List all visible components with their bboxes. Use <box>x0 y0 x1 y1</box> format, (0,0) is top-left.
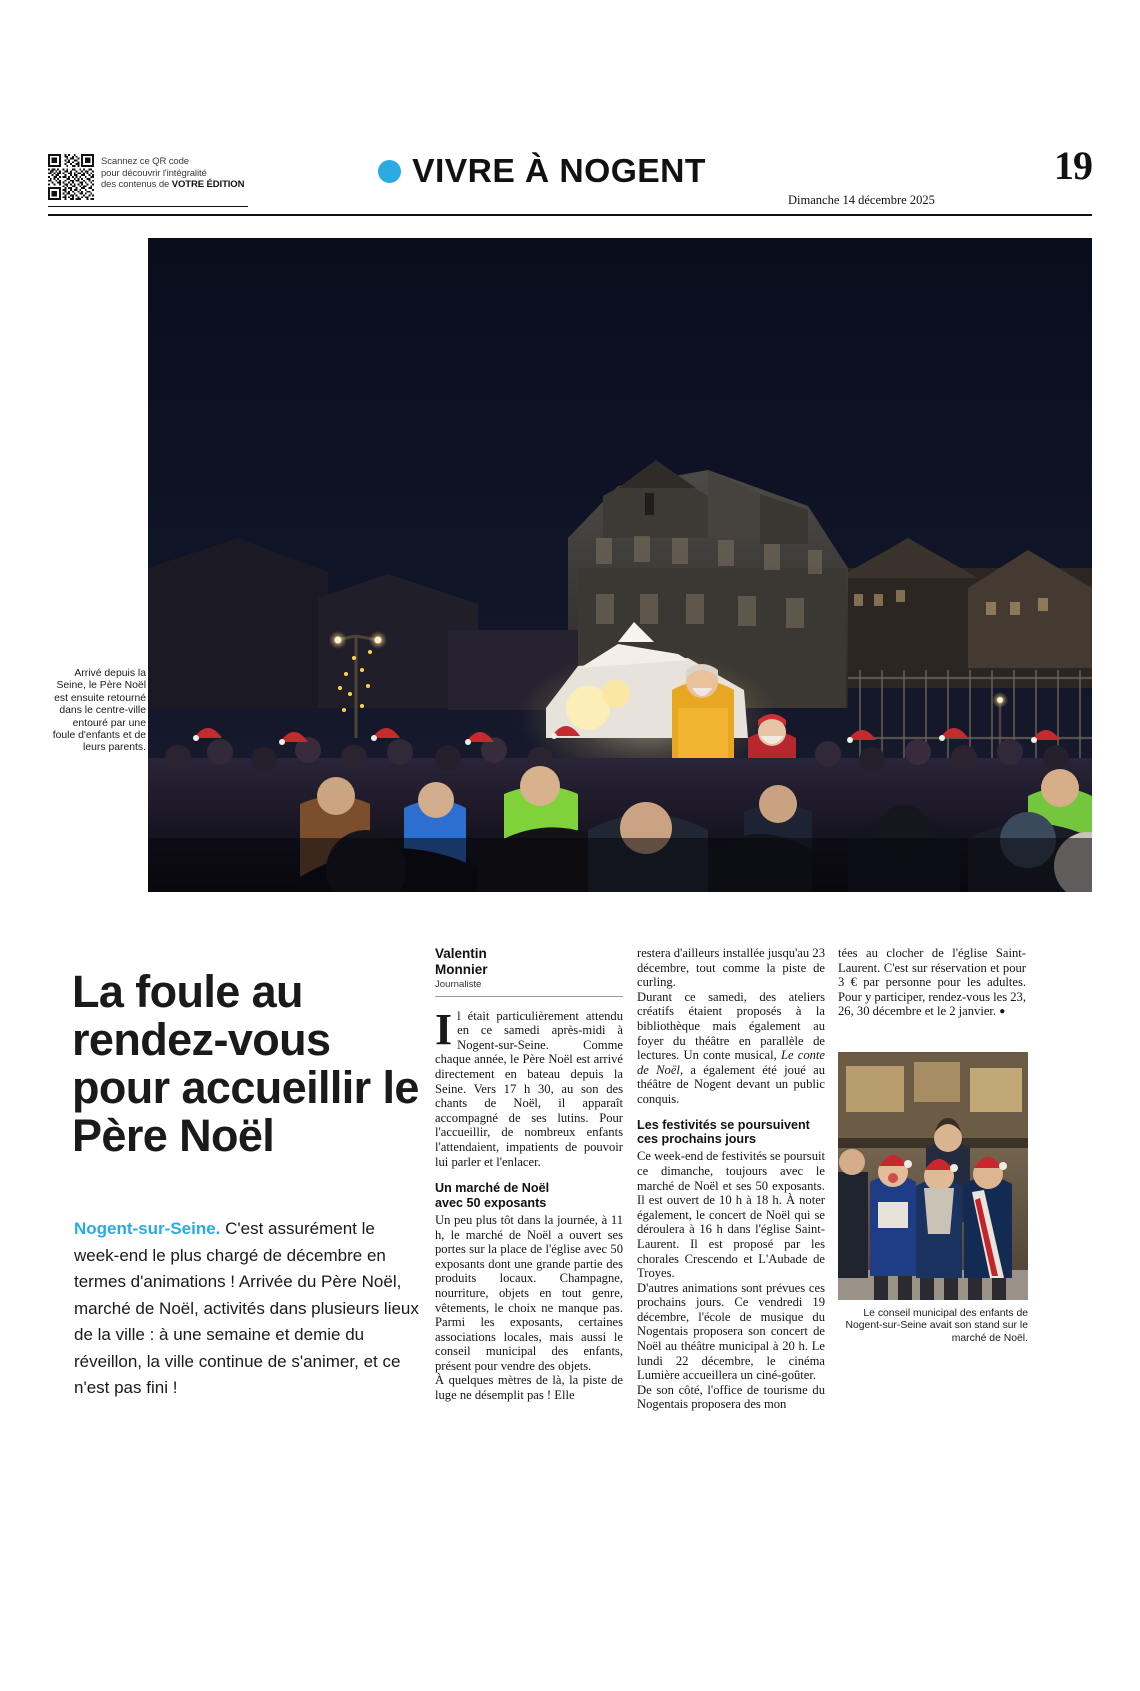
qr-promo-block[interactable] <box>48 154 244 200</box>
byline-divider-rule <box>435 996 623 997</box>
subheading-2-line-1: Les festivités se poursuivent <box>637 1117 810 1132</box>
end-mark-icon: ● <box>999 1006 1006 1018</box>
byline-firstname: Valentin <box>435 946 487 961</box>
paragraph-6: D'autres animations sont prévues ces prochains jours. Ce vendredi 19 décembre, l'école de musique du Nogentais proposera son concert de Noël au théâtre municipal à 20 h. Le lundi 22 décembre, le cinéma Lumière accueillera un ciné-goûter. <box>637 1280 825 1383</box>
body-column-1 <box>435 946 623 1403</box>
qr-line-3-bold: VOTRE ÉDITION <box>171 179 245 191</box>
byline-name <box>435 946 623 977</box>
paragraph-3: À quelques mètres de là, la piste de luge ne désemplit pas ! Elle <box>435 1373 623 1403</box>
qr-line-1: Scannez ce QR code <box>101 156 189 167</box>
subheading-1-line-2: avec 50 exposants <box>435 1195 547 1210</box>
drop-cap: I <box>435 1004 453 1054</box>
body-column-3 <box>838 946 1026 1020</box>
byline-role: Journaliste <box>435 979 482 990</box>
hero-photo-illustration <box>148 238 1092 892</box>
secondary-photo-caption: Le conseil municipal des enfants de Nogent-sur-Seine avait son stand sur le marché de Noël. <box>845 1308 1028 1344</box>
hero-photo <box>148 238 1092 892</box>
body-column-2 <box>637 946 825 1412</box>
page-number: 19 <box>1054 143 1092 188</box>
qr-line-3 <box>101 179 244 191</box>
qr-line-3-prefix: des contenus de <box>101 179 172 191</box>
paragraph-2: Un peu plus tôt dans la journée, à 11 h, le marché de Noël a ouvert ses portes sur la place de l'église avec 50 exposants dont une grande partie des produits locaux. Champagne, nourriture, objets en tout genre, vêtements, le choix ne manque pas. Parmi les exposants, certaines associations locales, mais aussi le conseil municipal des enfants, présent pour vendre des objets. <box>435 1212 623 1373</box>
secondary-photo <box>838 1052 1028 1300</box>
paragraph-7: De son côté, l'office de tourisme du Nogentais proposera des mon <box>637 1382 825 1412</box>
paragraph-4-pre: Durant ce samedi, des ateliers créatifs étaient proposés à la bibliothèque mais également au foyer du théâtre en parallèle de lectures. Un conte musical, <box>637 989 825 1063</box>
paragraph-5: Ce week-end de festivités se poursuit ce dimanche, toujours avec le marché de Noël et ses 50 exposants. Il est ouvert de 10 h à 18 h. À noter également, le concert de Noël qui se déroulera à 16 h dans l'église Saint-Laurent. Il est proposé par les chorales Crescendo et L'Aubade de Troyes. <box>637 1149 825 1281</box>
paragraph-1-text: l était particulièrement attendu en ce samedi après-midi à Nogent-sur-Seine. Comme chaque année, le Père Noël est arrivé directement en bateau depuis la Seine. Vers 17 h 30, au son des chants de Noël, il apparaît accompagné de ses lutins. Pour l'accueillir, de nombreux enfants l'attendaient, impatients de pouvoir lui parler et l'enlacer. <box>435 1008 623 1169</box>
qr-promo-text <box>101 154 244 191</box>
standfirst-text: C'est assurément le week-end le plus chargé de décembre en termes d'animations ! Arrivée du Père Noël, marché de Noël, activités dans plusieurs lieux de la ville : à une semaine et demie du réveillon, la ville continue de s'animer, et ce n'est pas fini ! <box>74 1219 419 1397</box>
issue-date: Dimanche 14 décembre 2025 <box>788 193 935 207</box>
paragraph-4-post: , a également été joué au théâtre de Nogent devant un public conquis. <box>637 1062 825 1106</box>
section-rubric <box>378 152 706 190</box>
paragraph-3-continued: restera d'ailleurs installée jusqu'au 23 décembre, tout comme la piste de curling. <box>637 946 825 990</box>
secondary-photo-illustration <box>838 1052 1028 1300</box>
qr-code-icon[interactable] <box>48 154 94 200</box>
article-standfirst <box>74 1216 424 1402</box>
qr-line-2: pour découvrir l'intégralité <box>101 167 207 179</box>
rubric-title: VIVRE À NOGENT <box>412 152 706 189</box>
subheading-1-line-1: Un marché de Noël <box>435 1181 550 1196</box>
standfirst-location: Nogent-sur-Seine. <box>74 1219 221 1238</box>
subheading-2 <box>637 1118 825 1147</box>
book-title-italic: Le conte de Noël <box>637 1048 826 1077</box>
bullet-dot-icon <box>378 160 401 183</box>
hero-photo-caption: Arrivé depuis la Seine, le Père Noël est ensuite retourné dans le centre-ville entouré par une foule d'enfants et de leurs parents. <box>52 668 146 754</box>
paragraph-7-continued <box>838 946 1026 1020</box>
qr-divider-rule <box>48 206 248 207</box>
masthead <box>48 143 1092 214</box>
paragraph-1 <box>435 1004 623 1170</box>
subheading-2-line-2: ces prochains jours <box>637 1131 756 1146</box>
article-headline: La foule au rendez-vous pour accueillir le Père Noël <box>72 966 419 1161</box>
header-divider-rule <box>48 214 1092 216</box>
byline-lastname: Monnier <box>435 961 488 977</box>
paragraph-4 <box>637 990 825 1107</box>
subheading-1 <box>435 1181 623 1210</box>
paragraph-7-text: tées au clocher de l'église Saint-Laurent. C'est sur réservation et pour 3 € par personne pour les adultes. Pour y participer, rendez-vous les 23, 26, 30 décembre et le 2 janvier. <box>838 946 1026 1019</box>
